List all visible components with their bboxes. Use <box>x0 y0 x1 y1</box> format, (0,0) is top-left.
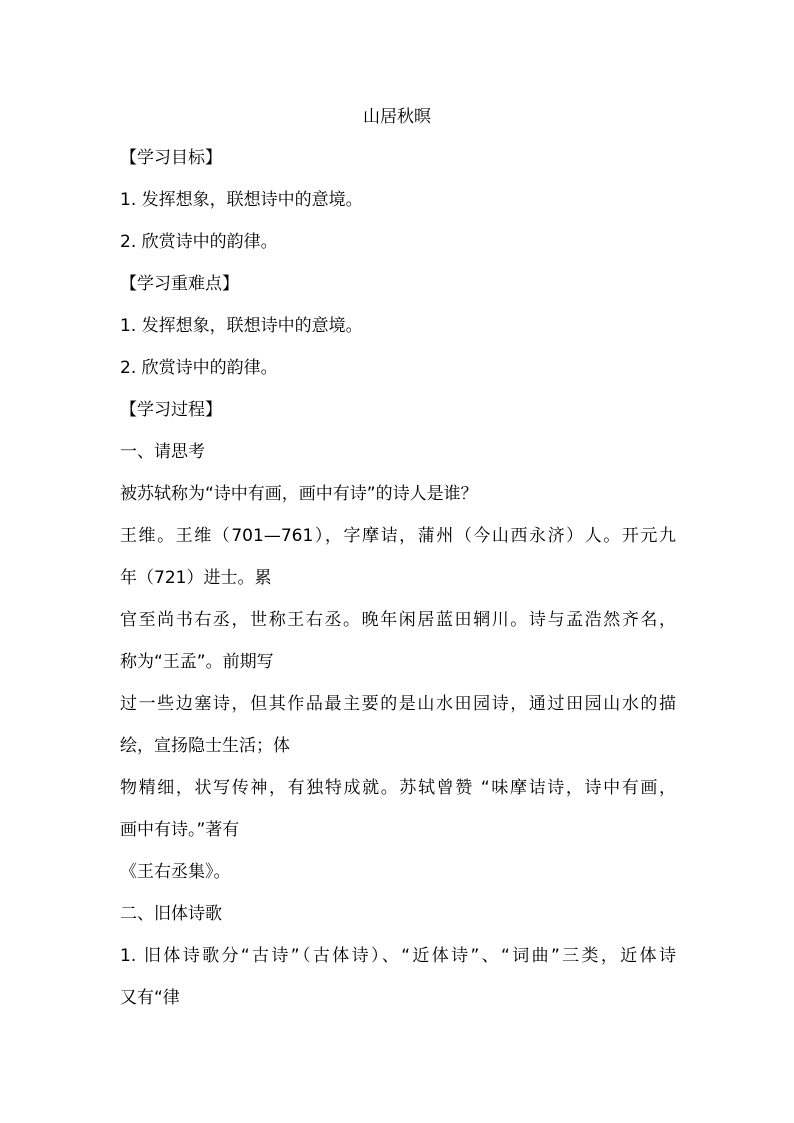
section-2-heading: 二、旧体诗歌 <box>120 904 222 924</box>
bio-paragraph-4-line-2: 画中有诗。”著有 <box>120 820 240 840</box>
document-title: 山居秋暝 <box>363 107 431 127</box>
key-point-item-2: 2. 欣赏诗中的韵律。 <box>120 358 278 378</box>
bio-paragraph-1-line-2: 年（721）进士。累 <box>120 568 272 588</box>
question-text: 被苏轼称为“诗中有画，画中有诗”的诗人是谁？ <box>120 484 478 504</box>
bio-paragraph-4-line-1: 物精细，状写传神，有独特成就。苏轼曾赞 “味摩诘诗，诗中有画， <box>120 778 676 798</box>
heading-key-points: 【学习重难点】 <box>120 274 239 294</box>
bio-paragraph-2-line-2: 称为“王孟”。前期写 <box>120 652 274 672</box>
section-2-item-1-line-2: 又有“律 <box>120 988 180 1008</box>
bio-paragraph-5: 《王右丞集》。 <box>120 862 231 882</box>
bio-paragraph-3 <box>120 690 680 760</box>
document-body <box>120 144 680 1026</box>
bio-paragraph-4 <box>120 774 680 844</box>
section-2-item-1-line-1: 1. 旧体诗歌分“古诗”（古体诗）、“近体诗”、“词曲”三类，近体诗 <box>120 946 676 966</box>
bio-paragraph-3-line-2: 绘，宣扬隐士生活；体 <box>120 736 290 756</box>
section-1-heading: 一、请思考 <box>120 442 205 462</box>
bio-paragraph-1-line-1: 王维。王维（701—761），字摩诘，蒲州（今山西永济）人。开元九 <box>120 526 676 546</box>
bio-paragraph-2-line-1: 官至尚书右丞，世称王右丞。晚年闲居蓝田辋川。诗与孟浩然齐名， <box>120 610 676 630</box>
bio-paragraph-2 <box>120 606 680 676</box>
bio-paragraph-1 <box>120 522 680 592</box>
heading-learning-goals: 【学习目标】 <box>120 148 222 168</box>
key-point-item-1: 1. 发挥想象，联想诗中的意境。 <box>120 316 363 336</box>
goal-item-1: 1. 发挥想象，联想诗中的意境。 <box>120 190 363 210</box>
section-2-item-1 <box>120 942 680 1012</box>
bio-paragraph-3-line-1: 过一些边塞诗，但其作品最主要的是山水田园诗，通过田园山水的描 <box>120 694 676 714</box>
heading-learning-process: 【学习过程】 <box>120 400 222 420</box>
goal-item-2: 2. 欣赏诗中的韵律。 <box>120 232 278 252</box>
